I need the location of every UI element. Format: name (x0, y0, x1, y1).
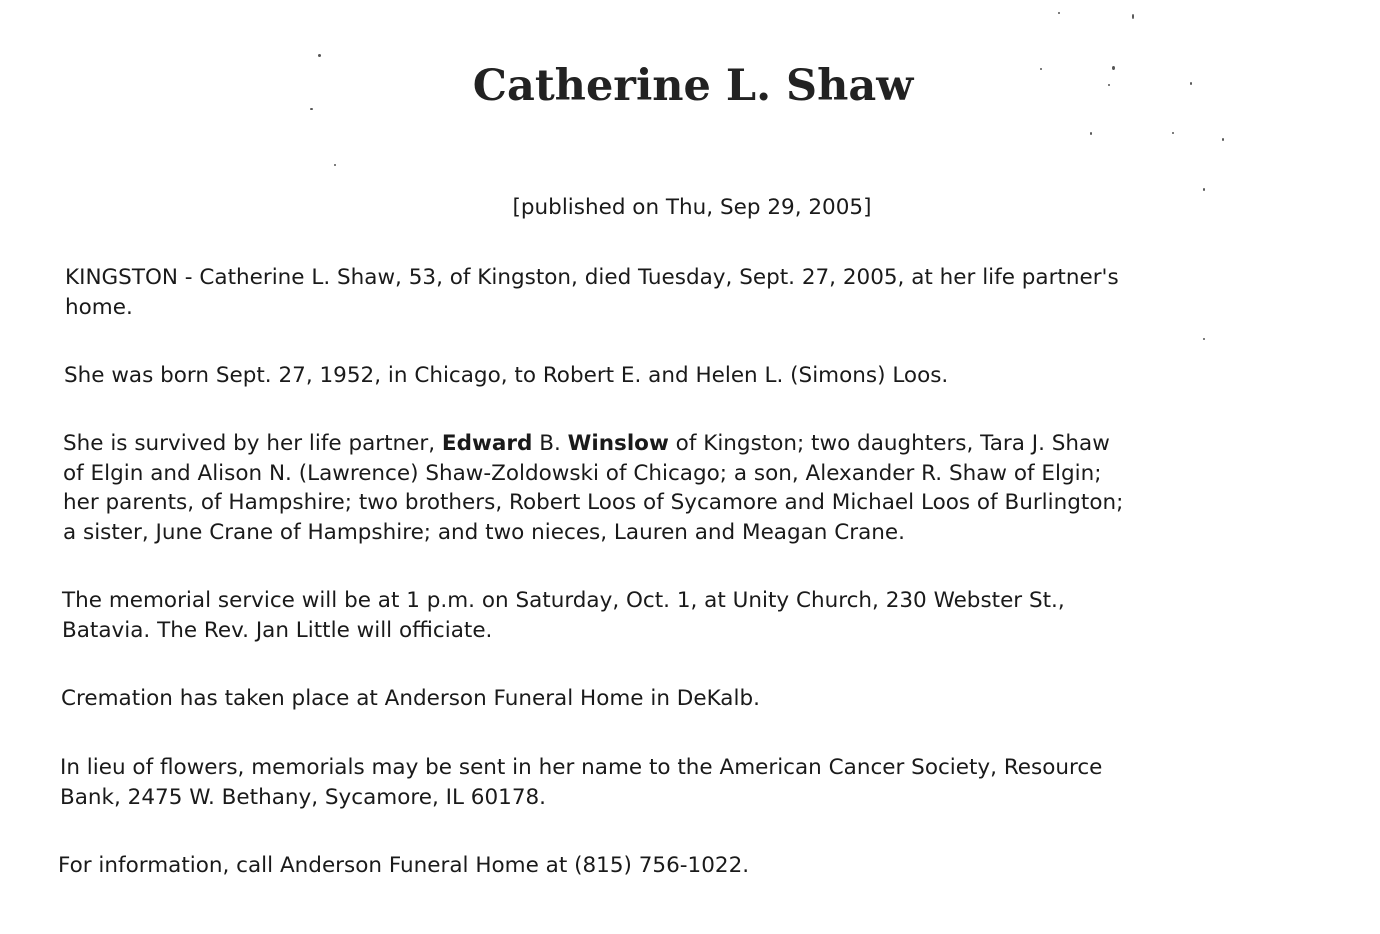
bold-name: Winslow (567, 431, 669, 456)
paragraph-cremation (61, 684, 1321, 714)
scan-speck (1222, 138, 1224, 141)
paragraph-memorial-service (62, 586, 1322, 645)
scan-speck (1172, 132, 1174, 134)
paragraph-survivors (63, 429, 1323, 547)
paragraph-line: The memorial service will be at 1 p.m. on Saturday, Oct. 1, at Unity Church, 230 Webster St., (62, 588, 1065, 613)
paragraph-line: KINGSTON - Catherine L. Shaw, 53, of Kingston, died Tuesday, Sept. 27, 2005, at her life partner's (65, 265, 1119, 290)
paragraph-information (58, 851, 1318, 881)
published-date: [published on Thu, Sep 29, 2005] (512, 195, 872, 220)
paragraph-line: her parents, of Hampshire; two brothers, Robert Loos of Sycamore and Michael Loos of Burlington; (63, 490, 1124, 515)
text-segment: B. (532, 431, 568, 456)
scan-speck (310, 108, 313, 110)
scan-speck (1112, 66, 1115, 70)
scan-speck (334, 164, 336, 166)
paragraph-line: She was born Sept. 27, 1952, in Chicago, to Robert E. and Helen L. (Simons) Loos. (64, 363, 949, 388)
text-segment: She is survived by her life partner, (63, 431, 442, 456)
paragraph-line: In lieu of flowers, memorials may be sent in her name to the American Cancer Society, Resource (60, 755, 1103, 780)
text-segment: of Kingston; two daughters, Tara J. Shaw (668, 431, 1110, 456)
scan-speck (1190, 82, 1192, 85)
paragraph-line: of Elgin and Alison N. (Lawrence) Shaw-Zoldowski of Chicago; a son, Alexander R. Shaw of Elgin; (63, 460, 1102, 486)
scan-speck (1090, 132, 1092, 135)
scan-speck (1203, 338, 1205, 340)
bold-name: Edward (441, 431, 533, 456)
paragraph-line: Batavia. The Rev. Jan Little will officiate. (62, 617, 493, 643)
paragraph-line: Bank, 2475 W. Bethany, Sycamore, IL 60178. (60, 784, 547, 810)
scan-speck (318, 54, 321, 57)
scan-speck (1132, 14, 1134, 19)
paragraph-line (63, 429, 1323, 459)
paragraph-death-notice (65, 263, 1325, 322)
scan-speck (1040, 68, 1042, 70)
document-title: Catherine L. Shaw (472, 61, 914, 111)
paragraph-line: Cremation has taken place at Anderson Funeral Home in DeKalb. (61, 686, 760, 711)
paragraph-birth (64, 361, 1324, 391)
paragraph-line: a sister, June Crane of Hampshire; and two nieces, Lauren and Meagan Crane. (63, 519, 905, 545)
scan-speck (1108, 84, 1110, 86)
paragraph-line: For information, call Anderson Funeral Home at (815) 756-1022. (58, 853, 750, 878)
paragraph-line: home. (65, 294, 133, 320)
paragraph-memorials (60, 753, 1320, 812)
scan-speck (1203, 188, 1205, 191)
scan-speck (1058, 12, 1060, 14)
